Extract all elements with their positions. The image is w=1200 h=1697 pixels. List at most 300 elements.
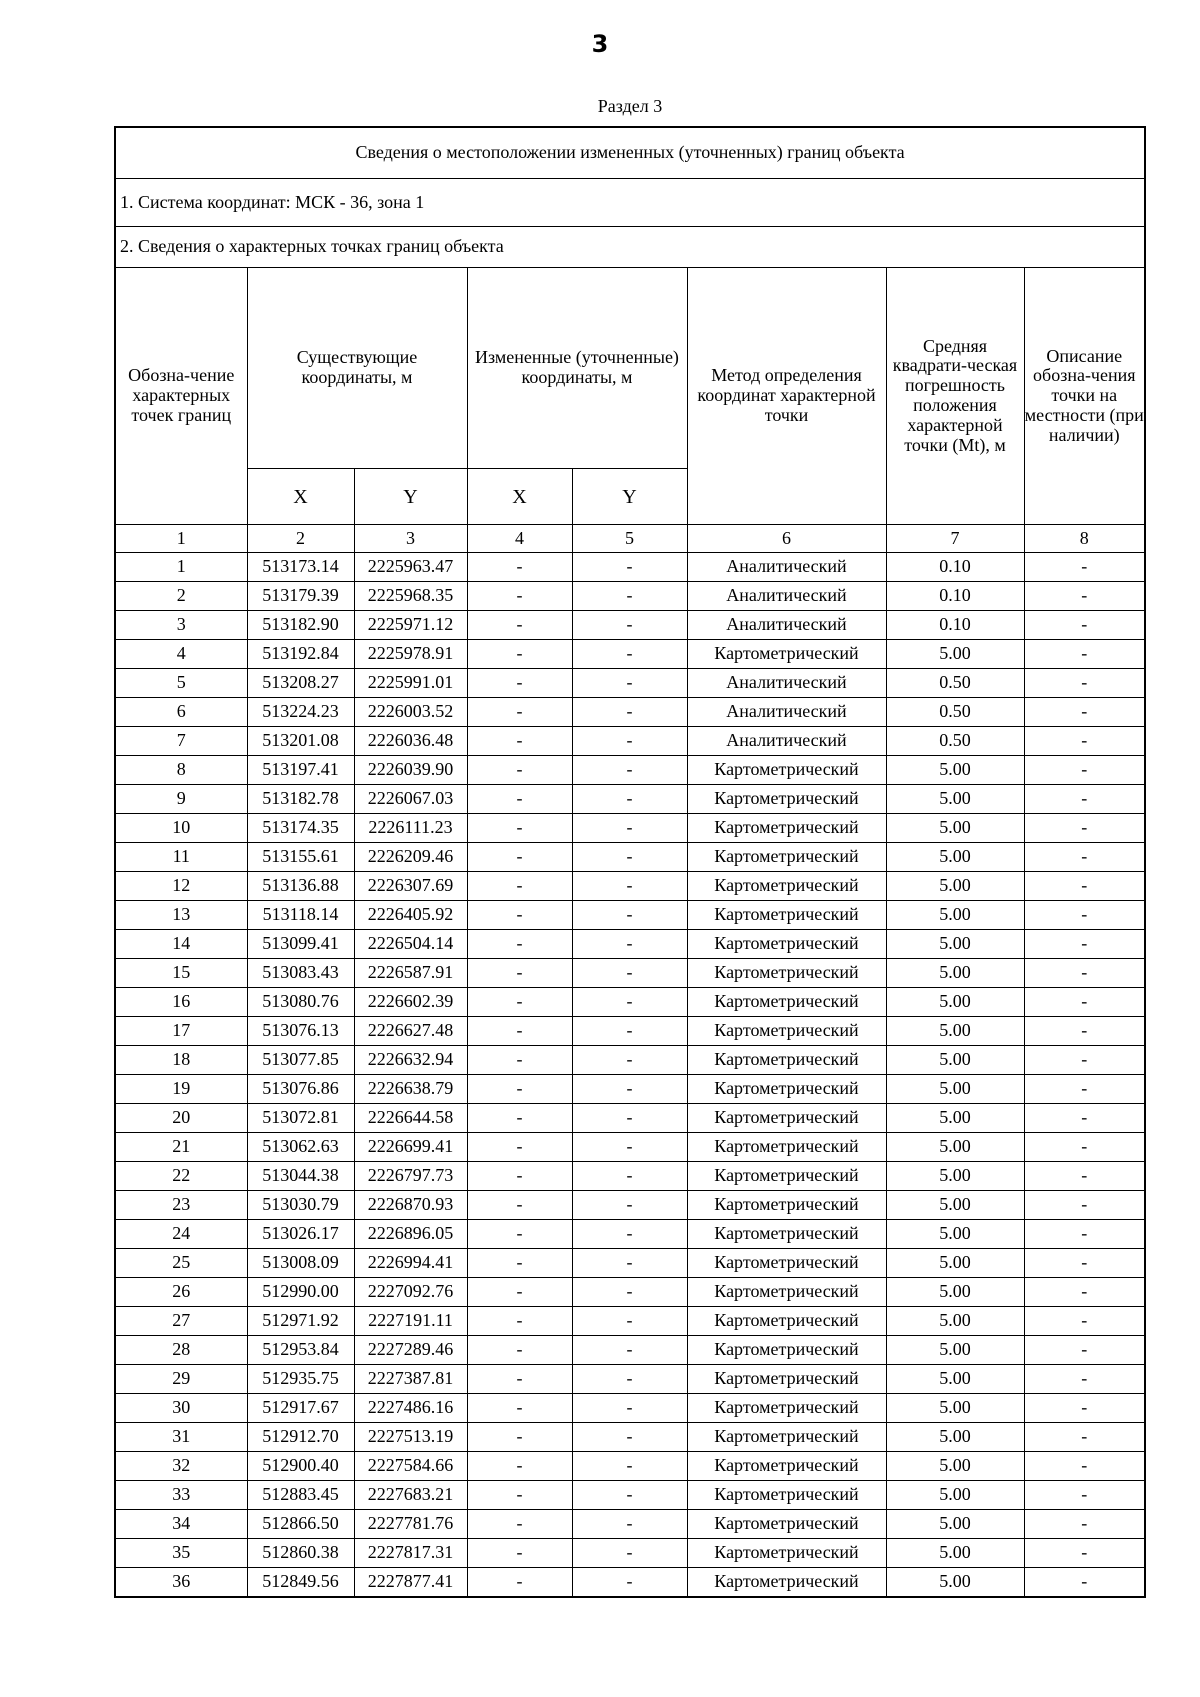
changed-y-cell: - [572, 988, 687, 1017]
page-number: 3 [591, 30, 609, 58]
changed-y-cell: - [572, 1191, 687, 1220]
header-existing-x: X [247, 469, 354, 525]
method-cell: Картометрический [687, 901, 886, 930]
description-cell: - [1024, 930, 1145, 959]
table-row [115, 1307, 1145, 1336]
changed-y-cell: - [572, 669, 687, 698]
description-cell: - [1024, 1104, 1145, 1133]
table-row [115, 1191, 1145, 1220]
method-cell: Картометрический [687, 640, 886, 669]
changed-x-cell: - [467, 669, 572, 698]
changed-x-cell: - [467, 1365, 572, 1394]
changed-x-cell: - [467, 872, 572, 901]
column-number-row [115, 525, 1145, 553]
description-cell: - [1024, 756, 1145, 785]
table-row [115, 640, 1145, 669]
changed-y-cell: - [572, 1510, 687, 1539]
existing-y-cell: 2226797.73 [354, 1162, 467, 1191]
method-cell: Картометрический [687, 988, 886, 1017]
method-cell: Аналитический [687, 698, 886, 727]
changed-x-cell: - [467, 1220, 572, 1249]
point-number-cell: 15 [115, 959, 247, 988]
table-row [115, 1278, 1145, 1307]
changed-y-cell: - [572, 785, 687, 814]
changed-y-cell: - [572, 901, 687, 930]
existing-x-cell: 513182.78 [247, 785, 354, 814]
existing-y-cell: 2227781.76 [354, 1510, 467, 1539]
method-cell: Аналитический [687, 611, 886, 640]
description-cell: - [1024, 611, 1145, 640]
method-cell: Картометрический [687, 1568, 886, 1598]
point-number-cell: 31 [115, 1423, 247, 1452]
existing-y-cell: 2226209.46 [354, 843, 467, 872]
point-number-cell: 33 [115, 1481, 247, 1510]
changed-x-cell: - [467, 901, 572, 930]
changed-x-cell: - [467, 1481, 572, 1510]
rms-error-cell: 5.00 [886, 1104, 1024, 1133]
table-row [115, 785, 1145, 814]
existing-y-cell: 2226632.94 [354, 1046, 467, 1075]
changed-x-cell: - [467, 1278, 572, 1307]
changed-x-cell: - [467, 727, 572, 756]
rms-error-cell: 5.00 [886, 640, 1024, 669]
changed-y-cell: - [572, 959, 687, 988]
existing-x-cell: 513173.14 [247, 553, 354, 582]
existing-x-cell: 513224.23 [247, 698, 354, 727]
existing-x-cell: 513076.86 [247, 1075, 354, 1104]
existing-x-cell: 512860.38 [247, 1539, 354, 1568]
rms-error-cell: 5.00 [886, 1568, 1024, 1598]
point-number-cell: 2 [115, 582, 247, 611]
changed-x-cell: - [467, 756, 572, 785]
changed-x-cell: - [467, 611, 572, 640]
method-cell: Картометрический [687, 930, 886, 959]
existing-x-cell: 513072.81 [247, 1104, 354, 1133]
point-number-cell: 28 [115, 1336, 247, 1365]
rms-error-cell: 5.00 [886, 1220, 1024, 1249]
points-info-heading: 2. Сведения о характерных точках границ объекта [115, 227, 1145, 268]
point-number-cell: 20 [115, 1104, 247, 1133]
existing-x-cell: 513118.14 [247, 901, 354, 930]
changed-x-cell: - [467, 698, 572, 727]
rms-error-cell: 0.10 [886, 611, 1024, 640]
changed-x-cell: - [467, 1423, 572, 1452]
changed-y-cell: - [572, 1394, 687, 1423]
column-number: 7 [886, 525, 1024, 553]
changed-x-cell: - [467, 1017, 572, 1046]
description-cell: - [1024, 1249, 1145, 1278]
point-number-cell: 11 [115, 843, 247, 872]
point-number-cell: 23 [115, 1191, 247, 1220]
description-cell: - [1024, 785, 1145, 814]
changed-y-cell: - [572, 1104, 687, 1133]
rms-error-cell: 0.50 [886, 698, 1024, 727]
rms-error-cell: 5.00 [886, 1365, 1024, 1394]
header-rms-error: Средняя квадрати-ческая погрешность положения характерной точки (Mt), м [886, 268, 1024, 525]
table-row [115, 1336, 1145, 1365]
changed-x-cell: - [467, 1046, 572, 1075]
existing-y-cell: 2226638.79 [354, 1075, 467, 1104]
changed-y-cell: - [572, 872, 687, 901]
changed-x-cell: - [467, 1568, 572, 1598]
description-cell: - [1024, 1365, 1145, 1394]
point-number-cell: 35 [115, 1539, 247, 1568]
description-cell: - [1024, 1307, 1145, 1336]
existing-y-cell: 2227092.76 [354, 1278, 467, 1307]
method-cell: Аналитический [687, 669, 886, 698]
existing-x-cell: 513080.76 [247, 988, 354, 1017]
point-number-cell: 21 [115, 1133, 247, 1162]
table-row [115, 582, 1145, 611]
table-row [115, 1249, 1145, 1278]
changed-x-cell: - [467, 640, 572, 669]
description-cell: - [1024, 843, 1145, 872]
changed-x-cell: - [467, 1307, 572, 1336]
existing-x-cell: 512971.92 [247, 1307, 354, 1336]
existing-y-cell: 2226307.69 [354, 872, 467, 901]
point-number-cell: 34 [115, 1510, 247, 1539]
description-cell: - [1024, 1336, 1145, 1365]
existing-y-cell: 2226111.23 [354, 814, 467, 843]
method-cell: Картометрический [687, 1394, 886, 1423]
description-cell: - [1024, 959, 1145, 988]
method-cell: Картометрический [687, 1365, 886, 1394]
rms-error-cell: 5.00 [886, 1452, 1024, 1481]
table-row [115, 1394, 1145, 1423]
existing-x-cell: 513201.08 [247, 727, 354, 756]
table-row [115, 1510, 1145, 1539]
existing-y-cell: 2227683.21 [354, 1481, 467, 1510]
coordinate-system: 1. Система координат: МСК - 36, зона 1 [115, 179, 1145, 227]
existing-x-cell: 513182.90 [247, 611, 354, 640]
existing-x-cell: 513197.41 [247, 756, 354, 785]
rms-error-cell: 5.00 [886, 1017, 1024, 1046]
changed-y-cell: - [572, 611, 687, 640]
rms-error-cell: 5.00 [886, 1539, 1024, 1568]
point-number-cell: 17 [115, 1017, 247, 1046]
table-row [115, 930, 1145, 959]
changed-y-cell: - [572, 1278, 687, 1307]
header-changed-x: X [467, 469, 572, 525]
changed-y-cell: - [572, 698, 687, 727]
table-row [115, 553, 1145, 582]
header-existing-coords: Существующие координаты, м [247, 268, 467, 469]
description-cell: - [1024, 1423, 1145, 1452]
column-number: 4 [467, 525, 572, 553]
changed-x-cell: - [467, 959, 572, 988]
changed-y-cell: - [572, 727, 687, 756]
rms-error-cell: 0.10 [886, 582, 1024, 611]
column-number: 5 [572, 525, 687, 553]
existing-y-cell: 2226036.48 [354, 727, 467, 756]
table-row [115, 872, 1145, 901]
section-title: Раздел 3 [597, 96, 663, 116]
changed-x-cell: - [467, 1191, 572, 1220]
method-cell: Картометрический [687, 1481, 886, 1510]
rms-error-cell: 5.00 [886, 785, 1024, 814]
header-method: Метод определения координат характерной точки [687, 268, 886, 525]
changed-y-cell: - [572, 814, 687, 843]
table-row [115, 814, 1145, 843]
boundary-points-table [114, 126, 1146, 1598]
existing-y-cell: 2226994.41 [354, 1249, 467, 1278]
description-cell: - [1024, 727, 1145, 756]
table-row [115, 756, 1145, 785]
changed-y-cell: - [572, 1133, 687, 1162]
changed-y-cell: - [572, 1539, 687, 1568]
existing-y-cell: 2227513.19 [354, 1423, 467, 1452]
rms-error-cell: 5.00 [886, 1423, 1024, 1452]
point-number-cell: 13 [115, 901, 247, 930]
point-number-cell: 27 [115, 1307, 247, 1336]
existing-y-cell: 2227486.16 [354, 1394, 467, 1423]
description-cell: - [1024, 814, 1145, 843]
method-cell: Картометрический [687, 1539, 886, 1568]
changed-y-cell: - [572, 582, 687, 611]
table-row [115, 698, 1145, 727]
point-number-cell: 19 [115, 1075, 247, 1104]
method-cell: Картометрический [687, 1249, 886, 1278]
changed-y-cell: - [572, 756, 687, 785]
existing-y-cell: 2227584.66 [354, 1452, 467, 1481]
changed-y-cell: - [572, 1046, 687, 1075]
point-number-cell: 32 [115, 1452, 247, 1481]
point-number-cell: 25 [115, 1249, 247, 1278]
method-cell: Картометрический [687, 1307, 886, 1336]
existing-x-cell: 512917.67 [247, 1394, 354, 1423]
point-number-cell: 6 [115, 698, 247, 727]
existing-y-cell: 2226587.91 [354, 959, 467, 988]
existing-y-cell: 2226067.03 [354, 785, 467, 814]
method-cell: Картометрический [687, 872, 886, 901]
existing-x-cell: 512912.70 [247, 1423, 354, 1452]
point-number-cell: 8 [115, 756, 247, 785]
point-number-cell: 3 [115, 611, 247, 640]
description-cell: - [1024, 640, 1145, 669]
changed-y-cell: - [572, 1249, 687, 1278]
existing-y-cell: 2225971.12 [354, 611, 467, 640]
changed-x-cell: - [467, 843, 572, 872]
existing-x-cell: 512883.45 [247, 1481, 354, 1510]
rms-error-cell: 5.00 [886, 1481, 1024, 1510]
table-row [115, 727, 1145, 756]
changed-x-cell: - [467, 1394, 572, 1423]
description-cell: - [1024, 553, 1145, 582]
existing-x-cell: 513083.43 [247, 959, 354, 988]
existing-y-cell: 2227877.41 [354, 1568, 467, 1598]
description-cell: - [1024, 1394, 1145, 1423]
changed-y-cell: - [572, 1568, 687, 1598]
existing-x-cell: 513208.27 [247, 669, 354, 698]
table-row [115, 1423, 1145, 1452]
method-cell: Картометрический [687, 1162, 886, 1191]
changed-y-cell: - [572, 1481, 687, 1510]
method-cell: Картометрический [687, 1075, 886, 1104]
description-cell: - [1024, 901, 1145, 930]
table-row [115, 843, 1145, 872]
existing-x-cell: 513136.88 [247, 872, 354, 901]
point-number-cell: 5 [115, 669, 247, 698]
existing-x-cell: 512849.56 [247, 1568, 354, 1598]
column-number: 8 [1024, 525, 1145, 553]
existing-x-cell: 512866.50 [247, 1510, 354, 1539]
changed-y-cell: - [572, 1017, 687, 1046]
changed-y-cell: - [572, 930, 687, 959]
rms-error-cell: 0.10 [886, 553, 1024, 582]
point-number-cell: 4 [115, 640, 247, 669]
description-cell: - [1024, 669, 1145, 698]
point-number-cell: 18 [115, 1046, 247, 1075]
existing-y-cell: 2227817.31 [354, 1539, 467, 1568]
changed-y-cell: - [572, 1452, 687, 1481]
description-cell: - [1024, 698, 1145, 727]
changed-x-cell: - [467, 1133, 572, 1162]
header-existing-y: Y [354, 469, 467, 525]
method-cell: Картометрический [687, 1017, 886, 1046]
table-row [115, 1220, 1145, 1249]
column-number: 3 [354, 525, 467, 553]
existing-x-cell: 512900.40 [247, 1452, 354, 1481]
description-cell: - [1024, 1452, 1145, 1481]
existing-x-cell: 513179.39 [247, 582, 354, 611]
method-cell: Аналитический [687, 582, 886, 611]
point-number-cell: 26 [115, 1278, 247, 1307]
method-cell: Картометрический [687, 756, 886, 785]
existing-y-cell: 2226504.14 [354, 930, 467, 959]
changed-y-cell: - [572, 1336, 687, 1365]
header-changed-coords: Измененные (уточненные) координаты, м [467, 268, 687, 469]
existing-y-cell: 2225978.91 [354, 640, 467, 669]
existing-x-cell: 513026.17 [247, 1220, 354, 1249]
point-number-cell: 16 [115, 988, 247, 1017]
description-cell: - [1024, 1539, 1145, 1568]
existing-y-cell: 2227191.11 [354, 1307, 467, 1336]
table-row [115, 1481, 1145, 1510]
changed-x-cell: - [467, 1539, 572, 1568]
existing-y-cell: 2226870.93 [354, 1191, 467, 1220]
method-cell: Картометрический [687, 1336, 886, 1365]
table-row [115, 1539, 1145, 1568]
existing-y-cell: 2225963.47 [354, 553, 467, 582]
changed-x-cell: - [467, 785, 572, 814]
description-cell: - [1024, 1510, 1145, 1539]
method-cell: Картометрический [687, 843, 886, 872]
description-cell: - [1024, 988, 1145, 1017]
changed-x-cell: - [467, 1104, 572, 1133]
existing-y-cell: 2226627.48 [354, 1017, 467, 1046]
existing-y-cell: 2225968.35 [354, 582, 467, 611]
table-row [115, 669, 1145, 698]
method-cell: Картометрический [687, 1191, 886, 1220]
rms-error-cell: 5.00 [886, 1133, 1024, 1162]
description-cell: - [1024, 1278, 1145, 1307]
rms-error-cell: 0.50 [886, 727, 1024, 756]
method-cell: Картометрический [687, 814, 886, 843]
existing-x-cell: 513099.41 [247, 930, 354, 959]
changed-x-cell: - [467, 1162, 572, 1191]
changed-x-cell: - [467, 582, 572, 611]
method-cell: Аналитический [687, 727, 886, 756]
point-number-cell: 24 [115, 1220, 247, 1249]
rms-error-cell: 5.00 [886, 1278, 1024, 1307]
changed-y-cell: - [572, 1307, 687, 1336]
description-cell: - [1024, 1191, 1145, 1220]
changed-x-cell: - [467, 1510, 572, 1539]
changed-y-cell: - [572, 843, 687, 872]
rms-error-cell: 5.00 [886, 1249, 1024, 1278]
method-cell: Картометрический [687, 959, 886, 988]
method-cell: Картометрический [687, 1104, 886, 1133]
rms-error-cell: 5.00 [886, 843, 1024, 872]
existing-x-cell: 512953.84 [247, 1336, 354, 1365]
rms-error-cell: 5.00 [886, 872, 1024, 901]
rms-error-cell: 0.50 [886, 669, 1024, 698]
table-row [115, 1365, 1145, 1394]
existing-x-cell: 513077.85 [247, 1046, 354, 1075]
existing-y-cell: 2226003.52 [354, 698, 467, 727]
changed-y-cell: - [572, 1365, 687, 1394]
description-cell: - [1024, 1568, 1145, 1598]
rms-error-cell: 5.00 [886, 1336, 1024, 1365]
existing-y-cell: 2226896.05 [354, 1220, 467, 1249]
rms-error-cell: 5.00 [886, 756, 1024, 785]
rms-error-cell: 5.00 [886, 1307, 1024, 1336]
existing-x-cell: 513044.38 [247, 1162, 354, 1191]
column-number: 6 [687, 525, 886, 553]
changed-y-cell: - [572, 553, 687, 582]
method-cell: Картометрический [687, 1510, 886, 1539]
rms-error-cell: 5.00 [886, 959, 1024, 988]
table-row [115, 959, 1145, 988]
method-cell: Картометрический [687, 1133, 886, 1162]
table-row [115, 611, 1145, 640]
description-cell: - [1024, 1046, 1145, 1075]
table-row [115, 988, 1145, 1017]
rms-error-cell: 5.00 [886, 988, 1024, 1017]
existing-y-cell: 2226644.58 [354, 1104, 467, 1133]
existing-y-cell: 2226039.90 [354, 756, 467, 785]
table-row [115, 1162, 1145, 1191]
existing-y-cell: 2226405.92 [354, 901, 467, 930]
rms-error-cell: 5.00 [886, 1394, 1024, 1423]
method-cell: Картометрический [687, 1452, 886, 1481]
existing-x-cell: 513155.61 [247, 843, 354, 872]
description-cell: - [1024, 582, 1145, 611]
method-cell: Картометрический [687, 1220, 886, 1249]
rms-error-cell: 5.00 [886, 1191, 1024, 1220]
table-banner: Сведения о местоположении измененных (уточненных) границ объекта [115, 127, 1145, 179]
method-cell: Картометрический [687, 1278, 886, 1307]
existing-x-cell: 512935.75 [247, 1365, 354, 1394]
point-number-cell: 7 [115, 727, 247, 756]
method-cell: Картометрический [687, 1423, 886, 1452]
rms-error-cell: 5.00 [886, 901, 1024, 930]
rms-error-cell: 5.00 [886, 1510, 1024, 1539]
description-cell: - [1024, 1017, 1145, 1046]
point-number-cell: 22 [115, 1162, 247, 1191]
table-row [115, 1133, 1145, 1162]
column-number: 1 [115, 525, 247, 553]
rms-error-cell: 5.00 [886, 1075, 1024, 1104]
column-number: 2 [247, 525, 354, 553]
description-cell: - [1024, 1075, 1145, 1104]
changed-x-cell: - [467, 1249, 572, 1278]
table-row [115, 901, 1145, 930]
method-cell: Картометрический [687, 785, 886, 814]
changed-y-cell: - [572, 1162, 687, 1191]
changed-x-cell: - [467, 553, 572, 582]
existing-x-cell: 513030.79 [247, 1191, 354, 1220]
